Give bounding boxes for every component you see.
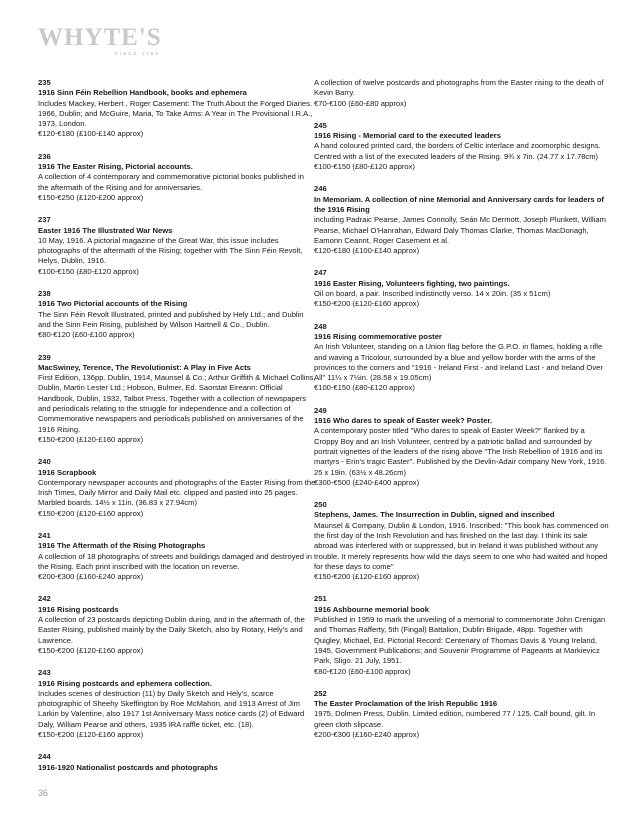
- lot-title: 1916 Rising - Memorial card to the executed leaders: [314, 131, 501, 141]
- lot-number: 248: [314, 321, 327, 331]
- lot-estimate: €100-€150 (£80-£120 approx): [314, 383, 415, 393]
- lot-number: 239: [38, 352, 51, 362]
- lot-entry: [38, 531, 316, 582]
- lot-number: 249: [314, 405, 327, 415]
- lot-estimate: €150-€200 (£120-£160 approx): [314, 299, 420, 309]
- lot-description: including Padraic Pearse, James Connolly, Seán Mc Dermott, Joseph Plunkett, William Pearse, Michael O'Hanrahan, Edward Daly Thomas Clarke, Thomas MacDonagh, Eamonn Ceannt, Roger Casement et al.: [314, 215, 606, 245]
- lot-title: 1916 Easter Rising, Volunteers fighting, two paintings.: [314, 278, 510, 288]
- lot-title: 1916 Sinn Féin Rebellion Handbook, books and ephemera: [38, 88, 247, 98]
- lot-description: 10 May, 1916. A pictorial magazine of the Great War, this issue includes photographs of the aftermath of the Rising; together with The Sinn Féin Revolt, Helys, Dublin, 1916.: [38, 235, 303, 266]
- lot-description: Oil on board, a pair. Inscribed indistinctly verso. 14 x 20in. (35 x 51cm): [314, 289, 551, 299]
- lot-entry: [38, 752, 316, 773]
- lot-title: 1916 Rising postcards and ephemera collection.: [38, 678, 212, 688]
- lot-entry: [314, 406, 610, 488]
- lot-title: 1916 Scrapbook: [38, 467, 97, 477]
- lot-description: Published in 1959 to mark the unveiling of a memorial to commemorate John Crenigan and Thomas Rafferty, 5th (Fingal) Battalion, Dublin Brigade, 48pp. Together with Quigley, Michael, Ed. Pictorial Record: Centenary of Thomas Davis & Young Ireland, 1945, Government Publications; and Souvenir Programme of Pageants at Markievicz Park, Sligo. 21 July, 1951.: [314, 615, 606, 666]
- lot-description: A collection of 23 postcards depicting Dublin during, and in the aftermath of, the Easter Rising, published mainly by the Daily Sketch, also by Rotary, Hely's and Lawrence.: [38, 615, 305, 645]
- logo-tagline: SINCE 1783: [114, 51, 160, 56]
- lot-number: 242: [38, 594, 51, 604]
- lot-estimate: €100-€150 (£80-£120 approx): [38, 266, 139, 276]
- lot-title: MacSwiney, Terence, The Revolutionist: A Play in Five Acts: [38, 362, 251, 372]
- lot-title: In Memoriam. A collection of nine Memorial and Anniversary cards for leaders of the 1916 Rising: [314, 194, 604, 214]
- lot-entry: [38, 215, 316, 277]
- lot-estimate: €150-€200 (£120-£160 approx): [314, 572, 420, 582]
- lot-title: 1916 Rising postcards: [38, 604, 119, 614]
- lot-estimate: €200-€300 (£160-£240 approx): [38, 572, 144, 582]
- lot-number: 241: [38, 530, 51, 540]
- lot-description: The Sinn Féin Revolt Illustrated, printed and published by Hely Ltd.; and Dublin and the Sinn Fein Rising, published by Wilson Hartnell & Co., Dublin.: [38, 309, 304, 329]
- lot-entry: [38, 594, 316, 656]
- lot-entry: [314, 689, 610, 740]
- lot-number: 247: [314, 268, 327, 278]
- lot-title: 1916 The Easter Rising, Pictorial accounts.: [38, 162, 193, 172]
- lot-description: First Edition, 136pp. Dublin, 1914, Maunsel & Co.; Arthur Griffith & Michael Collins, Dublin, Martin Lester Ltd.; Hobson, Bulmer, Ed. Saorstat Eireann: Official Handbook, Dublin, 1932, Talbot Press. Together with a collection of newspapers and periodicals relating to the struggle for independence and a collection of Commemorative newspapers and periodicals published on anniversaries of the 1916 Rising.: [38, 373, 316, 434]
- lot-estimate: €100-€150 (£80-£120 approx): [314, 162, 415, 172]
- lot-entry: [314, 594, 610, 676]
- lot-description: Maunsel & Company, Dublin & London, 1916. Inscribed: "This book has commenced on the first day of the Irish Revolution and has finished on the last day. I think its sale abroad was interfered with or suppressed, but in Ireland it was published without any trouble. It merely represents how wild the days seem to one who had waited and hoped for these days to come": [314, 520, 609, 571]
- lot-estimate: €150-€250 (£120-£200 approx): [38, 192, 144, 202]
- lot-number: 244: [38, 752, 51, 762]
- left-column: [38, 78, 316, 785]
- lot-entry: [38, 353, 316, 446]
- page-number: 36: [38, 788, 49, 798]
- lot-title: 1916 Two Pictorial accounts of the Rising: [38, 299, 188, 309]
- lot-estimate: €200-€300 (£160-£240 approx): [314, 730, 420, 740]
- lot-entry: [38, 289, 316, 340]
- lot-estimate: €150-€200 (£120-£160 approx): [38, 730, 144, 740]
- lot-entry: [38, 78, 316, 140]
- lot-number: 243: [38, 668, 51, 678]
- lot-number: 240: [38, 457, 51, 467]
- lot-title: 1916 Rising commemorative poster: [314, 331, 442, 341]
- lot-estimate: €150-€200 (£120-£160 approx): [38, 645, 144, 655]
- lot-number: 246: [314, 184, 327, 194]
- logo-wordmark: WHYTE'S: [38, 24, 162, 51]
- lot-estimate: €150-€200 (£120-£160 approx): [38, 434, 144, 444]
- lot-estimate: €120-€180 (£100-£140 approx): [314, 246, 420, 256]
- lot-number: 245: [314, 120, 327, 130]
- lot-entry: [314, 268, 610, 309]
- lot-entry: [38, 457, 316, 519]
- lot-number: 238: [38, 289, 51, 299]
- lot-description: A hand coloured printed card, the borders of Celtic interlace and zoomorphic designs. Centred with a list of the executed leaders of the Rising. 9¾ x 7in. (24.77 x 17.78cm): [314, 141, 601, 161]
- lot-entry: [314, 322, 610, 394]
- lot-title: Stephens, James. The Insurrection in Dublin, signed and inscribed: [314, 510, 555, 520]
- lot-number: 250: [314, 500, 327, 510]
- lot-title: 1916 Ashbourne memorial book: [314, 604, 429, 614]
- lot-number: 251: [314, 594, 327, 604]
- lot-description: Includes Mackey, Herbert , Roger Casement: The Truth About the Forged Diaries. 1966, Dublin; and McGuire, Maria, To Take Arms: A Year in The Provisional I.R.A., 1973, London.: [38, 98, 313, 129]
- lot-description: A collection of twelve postcards and photographs from the Easter rising to the death of Kevin Barry.: [314, 78, 604, 98]
- lot-entry: [38, 668, 316, 740]
- lot-title: 1916 The Aftermath of the Rising Photographs: [38, 541, 206, 551]
- right-column: [314, 78, 610, 752]
- lot-title: Easter 1916 The Illustrated War News: [38, 225, 173, 235]
- lot-title: 1916-1920 Nationalist postcards and photographs: [38, 762, 218, 772]
- lot-description: A collection of 4 contemporary and commemorative pictorial books published in the aftermath of the Rising and for anniversaries.: [38, 172, 304, 192]
- lot-entry: [314, 78, 610, 109]
- lot-estimate: €300-€500 (£240-£400 approx): [314, 477, 420, 487]
- lot-description: An Irish Volunteer, standing on a Union flag before the G.P.O. in flames, holding a rifle and waving a Tricolour, surrounded by a blue and yellow border with the arms of the provinces to the corners and "1916 - Ireland First - and Ireland Last - and Ireland Over All" 11¼ x 7½in. (28.58 x 19.05cm): [314, 342, 603, 383]
- lot-title: 1916 Who dares to speak of Easter week? Poster.: [314, 416, 493, 426]
- lot-description: Includes scenes of destruction (11) by Daily Sketch and Hely's, scarce photographic of Sheehy Skeffington by Roe McMahon, and 1913 Arrest of Jim Larkin by Valentine, also 1917 1st Anniversary Mass notice cards (2) of Edward Daly, William Pearse and others, 1935 IRA raffle ticket, etc. (18).: [38, 688, 305, 729]
- lot-description: Contemporary newspaper accounts and photographs of the Easter Rising from the Irish Times, Daily Mirror and Daily Mail etc. clipped and pasted into 25 pages. Marbled boards. 14½ x 11in. (36.83 x 27.94cm): [38, 477, 316, 508]
- lot-number: 237: [38, 215, 51, 225]
- lot-number: 236: [38, 151, 51, 161]
- lot-number: 252: [314, 688, 327, 698]
- lot-entry: [314, 500, 610, 582]
- lot-number: 235: [38, 78, 51, 87]
- lot-description: 1975, Dolmen Press, Dublin. Limited edition, numbered 77 / 125. Calf bound, gilt. In green cloth slipcase.: [314, 709, 596, 729]
- lot-entry: [38, 152, 316, 203]
- lot-estimate: €70-€100 (£60-£80 approx): [314, 98, 407, 108]
- lot-estimate: €80-€120 (£60-£100 approx): [314, 666, 411, 676]
- lot-title: The Easter Proclamation of the Irish Republic 1916: [314, 699, 498, 709]
- lot-description: A collection of 18 photographs of streets and buildings damaged and destroyed in the Rising. Each print inscribed with the location on reverse.: [38, 551, 312, 571]
- lot-entry: [314, 184, 610, 256]
- whytes-logo: [38, 26, 162, 56]
- lot-estimate: €120-€180 (£100-£140 approx): [38, 129, 144, 139]
- lot-description: A contemporary poster titled "Who dares to speak of Easter Week?" flanked by a Croppy Boy and an Irish Volunteer, centred by a patriotic ballad and surrounded by portrait vignettes of the leaders of the rising above "The Irish Rebellion of 1916 and its martyrs - Erin's tragic Easter". Published by the Devlin-Adair company New York, 1916. 25 x 19in. (63½ x 48.26cm): [314, 426, 607, 477]
- lot-estimate: €150-€200 (£120-£160 approx): [38, 508, 144, 518]
- lot-entry: [314, 121, 610, 172]
- lot-estimate: €80-€120 (£60-£100 approx): [38, 330, 135, 340]
